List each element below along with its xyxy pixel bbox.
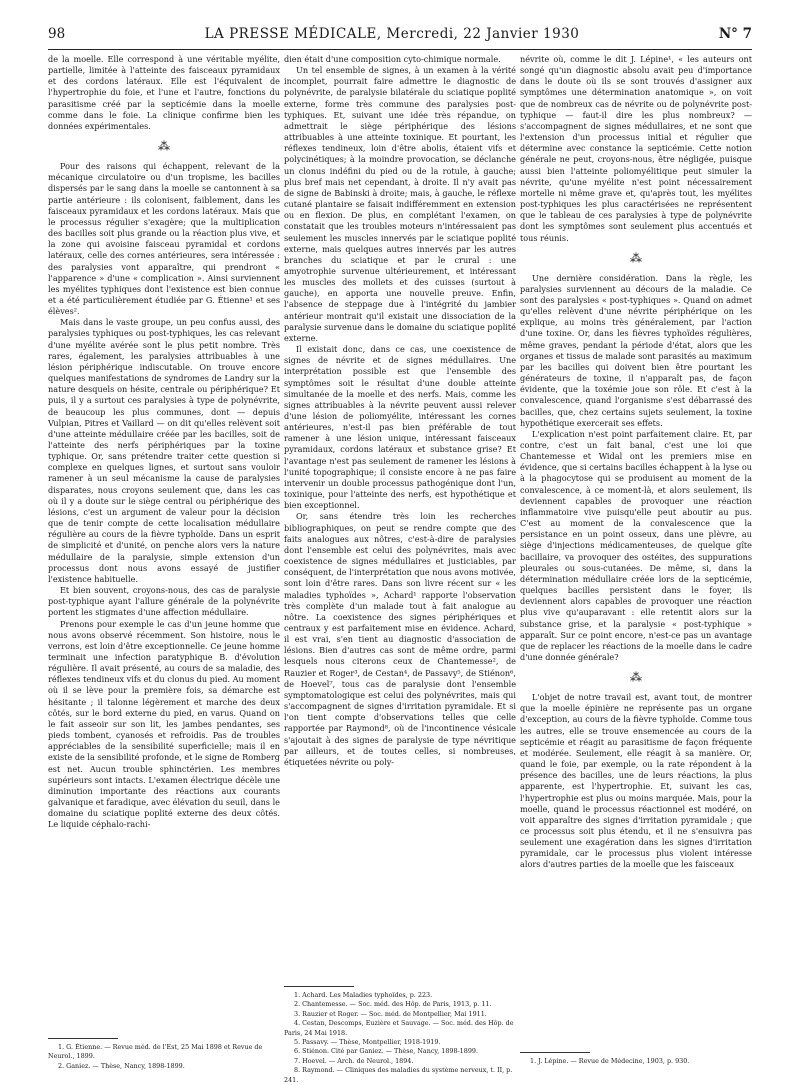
footnote: 1. Achard. Les Maladies typhoïdes, p. 223.	[294, 991, 433, 999]
journal-title: LA PRESSE MÉDICALE, Mercredi, 22 Janvier 1930	[204, 26, 580, 42]
text-column-3	[520, 54, 752, 871]
footnote: 3. Rauzier et Roger. — Soc. méd. de Montpellier, Mai 1911.	[294, 1009, 487, 1018]
paragraph: L'explication n'est point parfaitement claire. Et, par contre, c'est un fait banal, c'est une loi que Chantemesse et Widal ont les premiers mise en évidence, que si certains bacilles échappent à la lyse ou à la phagocytose qui se produisent au moment de la convalescence, à ce moment-là, et alors seulement, ils deviennent capables de provoquer une réaction inflammatoire vive puisqu'elle peut aboutir au pus. C'est au moment de la convalescence que la persistance en un point osseux, dans une plèvre, au siège d'injections médicamenteuses, de quelque gîte bacillaire, va provoquer des ostéites, des suppurations pleurales ou sous-cutanées. De même, si, dans la détermination médullaire créée lors de la septicémie, quelques bacilles persistent dans le foyer, ils deviennent alors capables de provoquer une réaction plus vive qu'auparavant : elle retentit alors sur la substance grise, et la paralysie « post-typhique » apparaît. Sur ce point encore, n'est-ce pas un avantage que de replacer les réactions de la moelle dans le cadre d'une donnée générale?	[520, 428, 752, 662]
asterism-divider: ⁂	[630, 670, 642, 685]
footnote: 2. Chantemesse. — Soc. méd. des Hôp. de Paris, 1913, p. 11.	[294, 1000, 492, 1009]
footnote: 1. J. Lépine. — Revue de Médecine, 1903, p. 930.	[530, 1057, 690, 1065]
footnote: 7. Hoevel. — Arch. de Neurol., 1894.	[294, 1056, 414, 1065]
footnote: 5. Passavy. — Thèse, Montpellier, 1918-1919.	[294, 1038, 441, 1047]
paragraph: névrite où, comme le dit J. Lépine¹, « les auteurs ont songé qu'un diagnostic absolu avait peu d'importance dans le doute où ils se sont trouvés d'assigner aux symptômes une détermination anatomique », on voit que de nombreux cas de névrite ou de polynévrite post-typhique — faut-il dire les plus nombreux? — s'accompagnent de signes médullaires, et ne sont que l'extension d'un processus initial et régulier que détermine avec constance la septicémie. Cette notion générale ne peut, croyons-nous, être négligée, puisque aussi bien l'atteinte poliomyélitique peut simuler la névrite, qu'une myélite n'est point nécessairement mortelle ni même grave et, qu'après tout, les myélites post-typhiques les plus caractérisées ne représentent que le tableau de ces paralysies à type de polynévrite dont les symptômes sont seulement plus accentués et tous réunis.	[520, 54, 752, 243]
footnotes-column-2	[284, 986, 516, 1085]
footnote: 8. Raymond. — Cliniques des maladies du système nerveux, t. II, p. 241.	[284, 1066, 513, 1084]
footnote: 4. Cestan, Descomps, Euzière et Sauvage. — Soc. méd. des Hôp. de Paris, 24 Mai 1918.	[284, 1019, 514, 1037]
paragraph: L'objet de notre travail est, avant tout, de montrer que la moelle épinière ne représente pas un organe d'exception, au cours de la fièvre typhoïde. Comme tous les autres, elle se trouve ensemencée au cours de la septicémie et réagit au parasitisme de façon fréquente et modérée. Seulement, elle réagit à sa manière. Or, quand le foie, par exemple, ou la rate répondent à la présence des bacilles, une de leurs réactions, la plus apparente, est l'hypertrophie. Et, suivant les cas, l'hypertrophie est plus ou moins marquée. Mais, pour la moelle, quand le processus réactionnel est modéré, on voit apparaître des signes d'irritation pyramidale ; que ce processus soit plus étendu, et il ne s'ensuivra pas seulement une exagération dans les signes d'irritation pyramidale, car le processus plus violent intéresse alors d'autres parties de la moelle que les faisceaux	[520, 692, 752, 870]
page-number: 98	[48, 26, 66, 42]
paragraph: de la moelle. Elle correspond à une véritable myélite, partielle, limitée à l'atteinte des faisceaux pyramidaux et des cordons latéraux. Elle est l'équivalent de l'hypertrophie du foie, et l'une et l'autre, fonctions du parasitisme créé par la septicémie dans la moelle comme dans le foie. La clinique confirme bien les données expérimentales.	[48, 54, 280, 131]
asterism-divider: ⁂	[630, 250, 642, 265]
paragraph: Mais dans le vaste groupe, un peu confus aussi, des paralysies typhiques ou post-typhiques, les cas relevant d'une myélite avérée sont le plus petit nombre. Très rares, également, les paralysies attribuables à une lésion périphérique indiscutable. On trouve encore quelques manifestations de syndromes de Landry sur la nature desquels on hésite, centrale ou périphérique? Et puis, il y a surtout ces paralysies à type de polynévrite, de beaucoup les plus communes, dont — depuis Vulpian, Pitres et Vaillard — on dit qu'elles relèvent soit d'une atteinte médullaire créée par les bacilles, soit de l'atteinte des nerfs périphériques par la toxine typhique. Or, sans prétendre traiter cette question si complexe en quelques lignes, et surtout sans vouloir ramener à un seul mécanisme la cause de paralysies disparates, nous croyons seulement que, dans les cas où il y a doute sur le siège central ou périphérique des lésions, c'est un argument de valeur pour la décision que de tenir compte de cette localisation médullaire régulière au cours de la fièvre typhoïde. Dans un esprit de simplicité et d'unité, on penche alors vers la nature médullaire de la paralysie, simple extension d'un processus dont nous avons essayé de justifier l'existence habituelle.	[48, 317, 280, 584]
paragraph: Et bien souvent, croyons-nous, des cas de paralysie post-typhique ayant l'allure générale de la polynévrite portent les stigmates d'une affection médullaire.	[48, 585, 280, 618]
footnote: 1. G. Étienne. — Revue méd. de l'Est, 25 Mai 1898 et Revue de Neurol., 1899.	[48, 1043, 263, 1061]
page-header	[48, 26, 752, 50]
asterism-divider: ⁂	[158, 139, 170, 154]
text-column-2	[284, 54, 516, 768]
paragraph: Or, sans étendre très loin les recherches bibliographiques, on peut se rendre compte que des faits analogues aux nôtres, c'est-à-dire de paralysies dont l'ensemble est celui des polynévrites, mais avec coexistence de signes médullaires et justiciables, par conséquent, de l'interprétation que nous avons motivée, sont loin d'être rares. Dans son livre récent sur « les maladies typhoïdes », Achard¹ rapporte l'observation très complète d'un malade tout à fait analogue au nôtre. La coexistence des signes périphériques et centraux y est parfaitement mise en évidence. Achard, il est vrai, s'en tient au diagnostic d'association de lésions. Bien d'autres cas sont de même ordre, parmi lesquels nous citerons ceux de Chantemesse², de Rauzier et Roger³, de Cestan⁴, de Passavy⁵, de Stiénon⁶, de Hoevel⁷, tous cas de paralysie dont l'ensemble symptomatologique est celui des polynévrites, mais qui s'accompagnent de signes d'irritation pyramidale. Et si l'on tient compte d'observations telles que celle rapportée par Raymond⁸, où de l'incontinence vésicale s'ajoutait à des signes de paralysie de type névritique par ailleurs, et de toutes celles, si nombreuses, étiquetées névrite ou poly-	[284, 511, 516, 767]
paragraph: dien était d'une composition cyto-chimique normale.	[284, 54, 501, 64]
issue-number: N° 7	[718, 26, 752, 42]
footnote: 2. Ganiez. — Thèse, Nancy, 1898-1899.	[58, 1061, 185, 1070]
footnotes-column-1	[48, 1038, 280, 1071]
footnote: 6. Stiénon. Cité par Ganiez. — Thèse, Nancy, 1898-1899.	[294, 1047, 478, 1056]
paragraph: Une dernière considération. Dans la règle, les paralysies surviennent au décours de la maladie. Ce sont des paralysies « post-typhiques ». Quand on admet qu'elles relèvent d'une névrite périphérique on les explique, au moins très généralement, par l'action d'une toxine. Or, dans les fièvres typhoïdes régulières, même graves, pendant la période d'état, alors que les organes et tissus de malade sont parasités au maximum par les bacilles qui doivent bien être pourtant les générateurs de toxine, il n'apparaît pas, de façon évidente, que la toxémie joue son rôle. Et c'est à la convalescence, quand l'organisme s'est débarrassé des bacilles, que, chez certains sujets seulement, la toxine hypothétique exercerait ses effets.	[520, 272, 752, 428]
text-column-1	[48, 54, 280, 830]
footnotes-column-3	[520, 1052, 752, 1066]
footnote-rule	[48, 1038, 118, 1039]
paragraph: Pour des raisons qui échappent, relevant de la mécanique circulatoire ou d'un tropisme, les bacilles dispersés par le sang dans la moelle se cantonnent à sa partie antérieure : ils colonisent, faiblement, dans les faisceaux pyramidaux et les cordons latéraux. Mais que le processus régulier s'exagère; que la multiplication des bacilles soit plus grande ou la réaction plus vive, et la zone qui avoisine faisceau pyramidal et cordons latéraux, celle des cornes antérieures, sera intéressée : des paralysies vont apparaître, qui prendront « l'apparence » d'une « complication ». Ainsi surviennent les myélites typhiques dont l'existence est bien connue et a été particulièrement étudiée par G. Étienne¹ et ses élèves².	[48, 161, 280, 317]
footnote-rule	[284, 986, 354, 987]
paragraph: Il existait donc, dans ce cas, une coexistence de signes de névrite et de signes médullaires. Une interprétation possible est que l'ensemble des symptômes soit le résultat d'une double atteinte simultanée de la moelle et des nerfs. Mais, comme les signes attribuables à la névrite peuvent aussi relever d'une lésion de poliomyélite, intéressant les cornes antérieures, n'est-il pas bien préférable de tout ramener à une lésion unique, intéressant faisceaux pyramidaux, cordons latéraux et substance grise? Et l'avantage n'est pas seulement de ramener les lésions à l'unité topographique; il consiste encore à ne pas faire intervenir un double processus pathogénique dont l'un, toxinique, pour l'atteinte des nerfs, est hypothétique et bien exceptionnel.	[284, 344, 516, 511]
footnote-rule	[520, 1052, 590, 1053]
paragraph: Prenons pour exemple le cas d'un jeune homme que nous avons observé récemment. Son histoire, nous le verrons, est loin d'être exceptionnelle. Ce jeune homme terminait une infection paratyphique B. d'évolution régulière. Il avait présenté, au cours de sa maladie, des réflexes tendineux vifs et du clonus du pied. Au moment où il se lève pour la première fois, sa démarche est hésitante ; il talonne légèrement et marche des deux côtés, sur le bord externe du pied, en varus. Quand on le fait asseoir sur son lit, les jambes pendantes, ses pieds tombent, cyanosés et refroidis. Pas de troubles appréciables de la sensibilité superficielle; mais il en existe de la sensibilité profonde, et le signe de Romberg est net. Aucun trouble sphinctérien. Les membres supérieurs sont intacts. L'examen électrique décèle une diminution importante des réactions aux courants galvanique et faradique, avec élévation du seuil, dans le domaine du sciatique poplité externe des deux côtés. Le liquide céphalo-rachi-	[48, 618, 280, 830]
paragraph: Un tel ensemble de signes, à un examen à la vérité incomplet, pourrait faire admettre le diagnostic de polynévrite, de paralysie bilatérale du sciatique poplité externe, forme très commune des paralysies post-typhiques. Et, suivant une idée très répandue, on admettrait le siège périphérique des lésions attribuables à une atteinte toxinique. Et pourtant, les réflexes tendineux, loin d'être abolis, étaient vifs et polycinétiques; à la moindre provocation, se déclanche un clonus indéfini du pied ou de la rotule, à gauche; plus bref mais net cependant, à droite. Il n'y avait pas de signe de Babinski à droite; mais, à gauche, le réflexe cutané plantaire se faisait indifféremment en extension ou en flexion. De plus, en complétant l'examen, on constatait que les troubles moteurs n'intéressaient pas seulement les muscles innervés par le sciatique poplité externe, mais quelques autres innervés par les autres branches du sciatique et par le crural : une amyotrophie survenue ultérieurement, et intéressant les muscles des mollets et des cuisses (surtout à gauche), en apporta une nouvelle preuve. Enfin, l'absence de steppage due à l'intégrité du jambier antérieur montrait qu'il existait une dissociation de la paralysie survenue dans le domaine du sciatique poplité externe.	[284, 65, 516, 343]
